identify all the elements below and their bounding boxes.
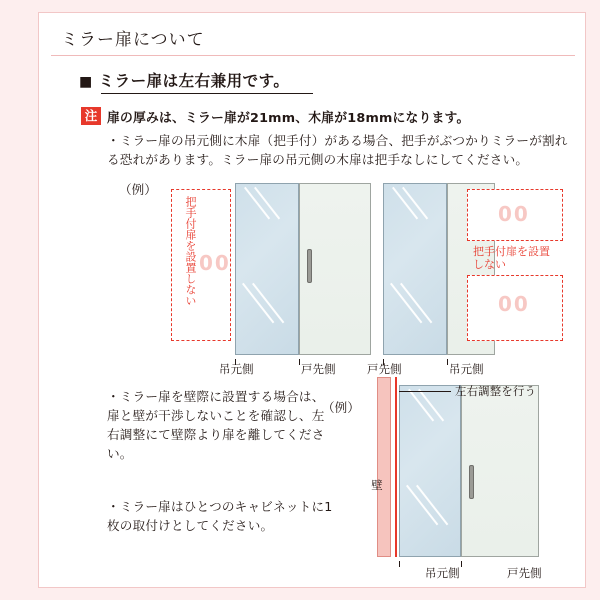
left-figure-door-handle <box>307 249 312 283</box>
section-heading <box>79 69 289 91</box>
square-bullet-icon: ■ <box>79 74 93 90</box>
right-figure-dashed-region-top <box>467 189 563 241</box>
left-figure-caption-right: 戸先側 <box>301 362 336 376</box>
left-figure-ghost-handle: 00 <box>199 251 231 275</box>
example-label-left: （例） <box>119 182 157 197</box>
title-divider <box>51 55 575 56</box>
right-figure-ghost-handle-bottom: 00 <box>498 292 530 316</box>
left-figure-mirror-panel <box>235 183 299 355</box>
bullet-text-3: ・ミラー扉はひとつのキャビネットに1枚の取付けとしてください。 <box>107 499 333 533</box>
left-figure-tick <box>299 359 300 365</box>
bottom-figure-caption-left: 吊元側 <box>425 566 460 580</box>
bottom-figure-wall <box>377 377 391 557</box>
bullet-text-2: ・ミラー扉を壁際に設置する場合は、扉と壁が干渉しないことを確認し、左右調整にて壁際より扉を離してください。 <box>107 389 325 461</box>
right-figure-ghost-handle-top: 00 <box>498 202 530 226</box>
note-text: 扉の厚みは、ミラー扉が21mm、木扉が18mmになります。 <box>107 111 470 126</box>
section-heading-text: ミラー扉は左右兼用です。 <box>98 72 290 90</box>
heading-underline <box>101 93 313 94</box>
left-figure-dashed-label: 把手付扉を設置しない <box>184 196 197 306</box>
right-figure-caption-right: 吊元側 <box>449 362 484 376</box>
bottom-figure-tick <box>461 561 462 567</box>
page-title: ミラー扉について <box>61 30 205 50</box>
bottom-figure-wall-label: 壁 <box>370 479 384 491</box>
bottom-figure-gap-line <box>395 377 397 557</box>
content-card <box>38 12 586 588</box>
right-figure-mirror-panel <box>383 183 447 355</box>
note-badge: 注 <box>81 107 101 125</box>
bullet-text-1: ・ミラー扉の吊元側に木扉（把手付）がある場合、把手がぶつかりミラーが割れる恐れがあります。ミラー扉の吊元側の木扉は把手なしにしてください。 <box>107 133 568 167</box>
bottom-figure-mirror-panel <box>399 385 461 557</box>
right-figure-dashed-region-bottom <box>467 275 563 341</box>
right-figure-tick <box>447 359 448 365</box>
bottom-figure-caption-right: 戸先側 <box>507 566 542 580</box>
bottom-figure-leader-line <box>399 391 451 392</box>
example-label-bottom: （例） <box>322 400 360 415</box>
bottom-figure-door-handle <box>469 465 474 499</box>
left-figure-caption-left: 吊元側 <box>219 362 254 376</box>
bottom-figure-tick <box>399 561 400 567</box>
right-figure-dashed-label: 把手付扉を設置しない <box>473 245 550 271</box>
bottom-figure-adjust-label: 左右調整を行う <box>455 384 537 398</box>
right-figure-caption-left: 戸先側 <box>367 362 402 376</box>
